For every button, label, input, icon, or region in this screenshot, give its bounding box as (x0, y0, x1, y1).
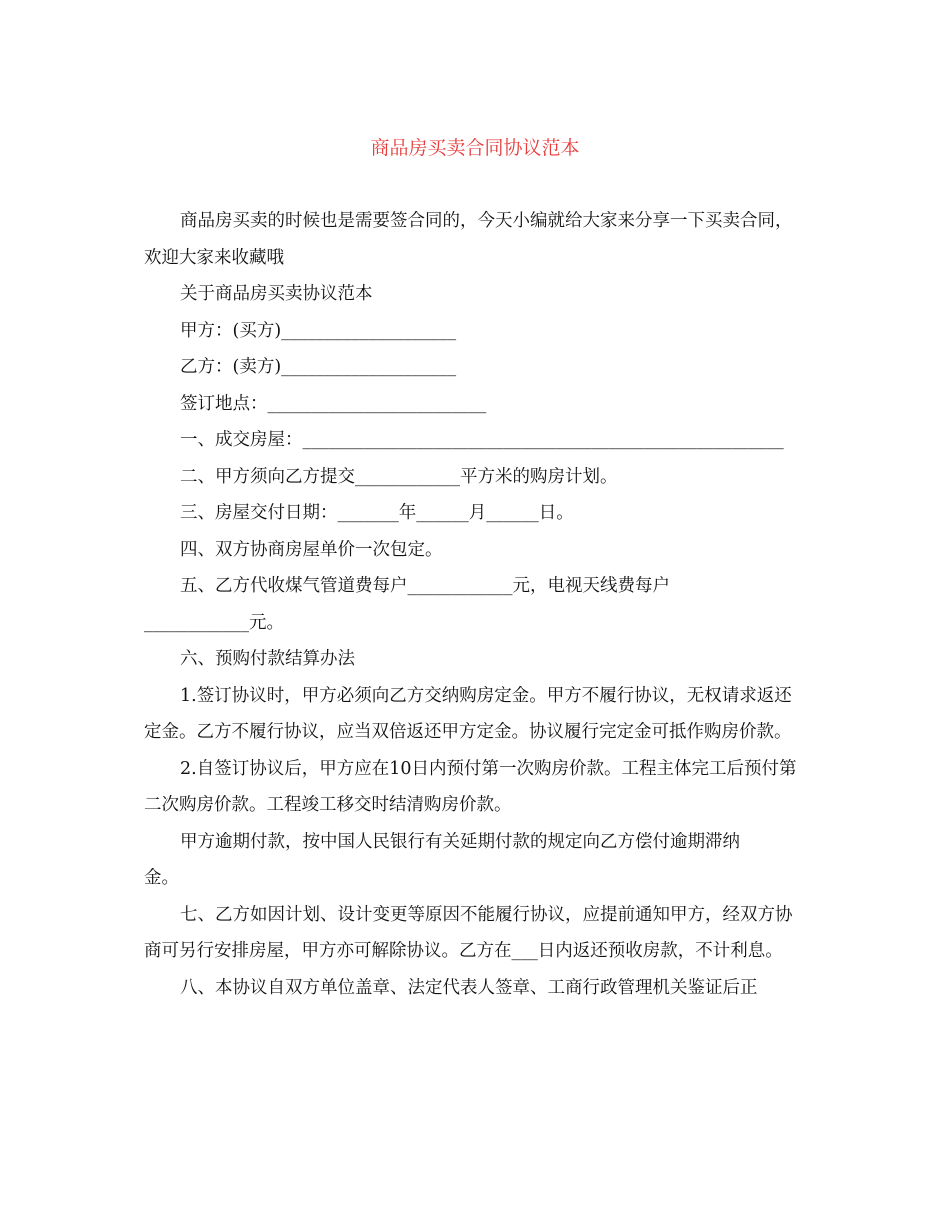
paragraph-intro: 商品房买卖的时候也是需要签合同的，今天小编就给大家来分享一下买卖合同，欢迎大家来收藏哦 (144, 211, 793, 268)
paragraph-clause-8: 八、本协议自双方单位盖章、法定代表人签章、工商行政管理机关鉴证后正 (180, 977, 758, 998)
paragraph-clause-6-item-2: 2.自签订协议后，甲方应在10日内预付第一次购房价款。工程主体完工后预付第二次购房价款。工程竣工移交时结清购房价款。 (144, 758, 797, 815)
paragraph-clause-4: 四、双方协商房屋单价一次包定。 (180, 539, 443, 560)
paragraph-signing-place: 签订地点：_________________________ (180, 393, 487, 414)
paragraph-subtitle: 关于商品房买卖协议范本 (180, 284, 373, 304)
paragraph-clause-1: 一、成交房屋：_______________________________________________________ (180, 430, 784, 450)
paragraph-party-a: 甲方：(买方)____________________ (180, 320, 457, 341)
paragraph-clause-5-cont: ____________元。 (144, 612, 284, 633)
document-body (144, 203, 808, 1006)
paragraph-clause-2: 二、甲方须向乙方提交____________平方米的购房计划。 (180, 466, 618, 487)
paragraph-party-b: 乙方：(卖方)____________________ (180, 357, 457, 377)
paragraph-clause-6-item-1: 1.签订协议时，甲方必须向乙方交纳购房定金。甲方不履行协议，无权请求返还定金。乙方不履行协议，应当双倍返还甲方定金。协议履行完定金可抵作购房价款。 (144, 685, 792, 742)
paragraph-clause-7: 七、乙方如因计划、设计变更等原因不能履行协议，应提前通知甲方，经双方协商可另行安排房屋，甲方亦可解除协议。乙方在___日内返还预收房款，不计利息。 (144, 904, 793, 961)
paragraph-clause-6: 六、预购付款结算办法 (180, 649, 355, 669)
document-title: 商品房买卖合同协议范本 (370, 137, 580, 159)
paragraph-clause-3: 三、房屋交付日期：_______年______月______日。 (180, 503, 574, 523)
paragraph-late-payment-cont: 金。 (144, 868, 179, 888)
paragraph-late-payment: 甲方逾期付款，按中国人民银行有关延期付款的规定向乙方偿付逾期滞纳 (180, 831, 740, 852)
paragraph-clause-5: 五、乙方代收煤气管道费每户____________元，电视天线费每户 (180, 576, 670, 596)
